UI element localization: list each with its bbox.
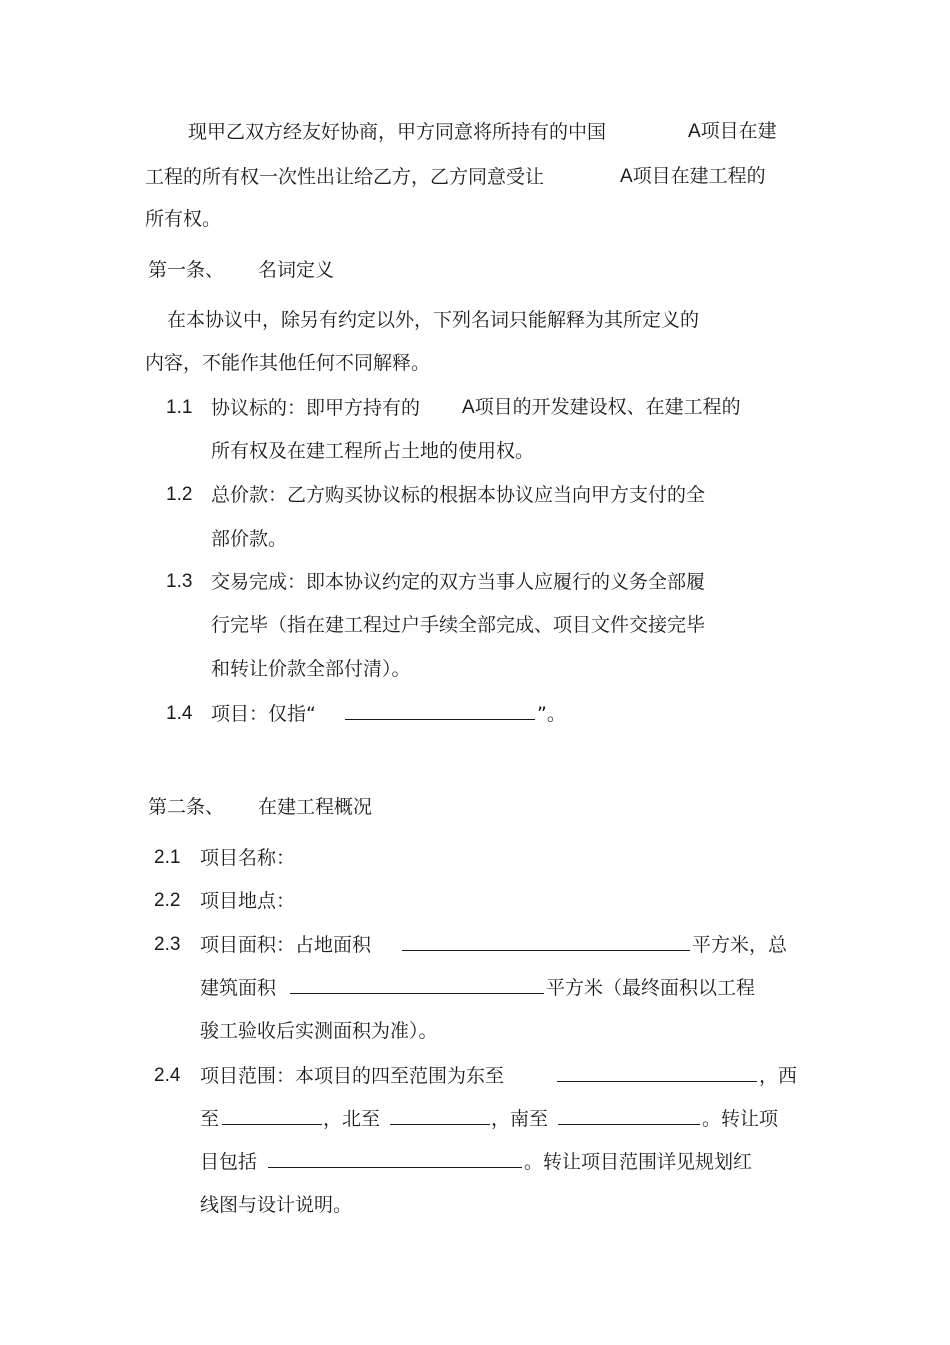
item-2-4-north-blank xyxy=(390,1106,490,1132)
item-2-3-site-area-blank xyxy=(402,932,690,958)
intro-line-1b: A项目在建 xyxy=(688,121,777,142)
item-2-3-line-3: 骏工验收后实测面积为准）。 xyxy=(200,1020,438,1042)
item-1-2-number: 1.2 xyxy=(166,484,193,505)
article2-label: 第二条、 xyxy=(148,796,225,818)
item-1-1-line-2: 所有权及在建工程所占土地的使用权。 xyxy=(211,440,535,462)
item-2-4-line-4: 线图与设计说明。 xyxy=(200,1194,353,1216)
item-2-4-line-2d: 。转让项 xyxy=(702,1108,779,1130)
item-1-4-blank xyxy=(345,701,535,727)
item-2-4-line-2b: ，北至 xyxy=(323,1108,381,1130)
item-1-3-line-2: 行完毕（指在建工程过户手续全部完成、项目文件交接完毕 xyxy=(211,614,706,636)
item-2-3-line-1a: 项目面积：占地面积 xyxy=(200,934,372,956)
item-2-1-line-1: 项目名称： xyxy=(200,847,296,869)
item-2-3-line-1b: 平方米，总 xyxy=(692,934,788,956)
item-1-2-line-1: 总价款：乙方购买协议标的根据本协议应当向甲方支付的全 xyxy=(211,484,706,506)
item-1-2-line-2: 部价款。 xyxy=(211,528,288,550)
item-2-4-east-blank xyxy=(557,1063,757,1089)
intro-line-2b: A项目在建工程的 xyxy=(620,166,766,187)
item-2-4-number: 2.4 xyxy=(154,1065,181,1086)
article1-para-line-2: 内容，不能作其他任何不同解释。 xyxy=(145,352,431,374)
article1-para-line-1: 在本协议中，除另有约定以外，下列名词只能解释为其所定义的 xyxy=(167,309,700,331)
item-1-3-number: 1.3 xyxy=(166,571,193,592)
item-2-1-number: 2.1 xyxy=(154,847,181,868)
item-2-4-line-1b: ，西 xyxy=(759,1065,798,1087)
item-2-3-line-2b: 平方米（最终面积以工程 xyxy=(546,977,756,999)
item-2-2-line-1: 项目地点： xyxy=(200,890,296,912)
item-1-4-pre: 项目：仅指“ xyxy=(211,703,316,725)
item-2-4-line-3b: 。转让项目范围详见规划红 xyxy=(524,1151,753,1173)
item-1-3-line-3: 和转让价款全部付清）。 xyxy=(211,658,411,680)
article1-title: 名词定义 xyxy=(258,259,335,281)
item-2-4-line-1a: 项目范围：本项目的四至范围为东至 xyxy=(200,1065,505,1087)
article1-label: 第一条、 xyxy=(148,259,225,281)
item-2-4-west-blank xyxy=(222,1106,322,1132)
item-2-2-number: 2.2 xyxy=(154,890,181,911)
item-2-4-line-3a: 目包括 xyxy=(200,1151,258,1173)
item-2-4-includes-blank xyxy=(268,1149,522,1175)
item-1-1-number: 1.1 xyxy=(166,397,193,418)
item-1-1-line-1b: A项目的开发建设权、在建工程的 xyxy=(462,397,741,418)
item-2-3-line-2a: 建筑面积 xyxy=(200,977,277,999)
item-1-4-post: ”。 xyxy=(537,703,566,725)
article2-title: 在建工程概况 xyxy=(258,796,373,818)
item-1-3-line-1: 交易完成：即本协议约定的双方当事人应履行的义务全部履 xyxy=(211,571,706,593)
item-2-4-line-2c: ，南至 xyxy=(491,1108,549,1130)
item-1-1-line-1a: 协议标的：即甲方持有的 xyxy=(211,397,421,419)
item-2-4-line-2a: 至 xyxy=(200,1108,220,1130)
intro-line-1a: 现甲乙双方经友好协商，甲方同意将所持有的中国 xyxy=(188,121,607,143)
intro-line-2a: 工程的所有权一次性出让给乙方，乙方同意受让 xyxy=(145,166,545,188)
item-2-3-number: 2.3 xyxy=(154,934,181,955)
item-1-4-number: 1.4 xyxy=(166,703,193,724)
intro-line-3: 所有权。 xyxy=(145,208,222,230)
item-2-4-south-blank xyxy=(558,1106,700,1132)
item-2-3-floor-area-blank xyxy=(290,975,544,1001)
